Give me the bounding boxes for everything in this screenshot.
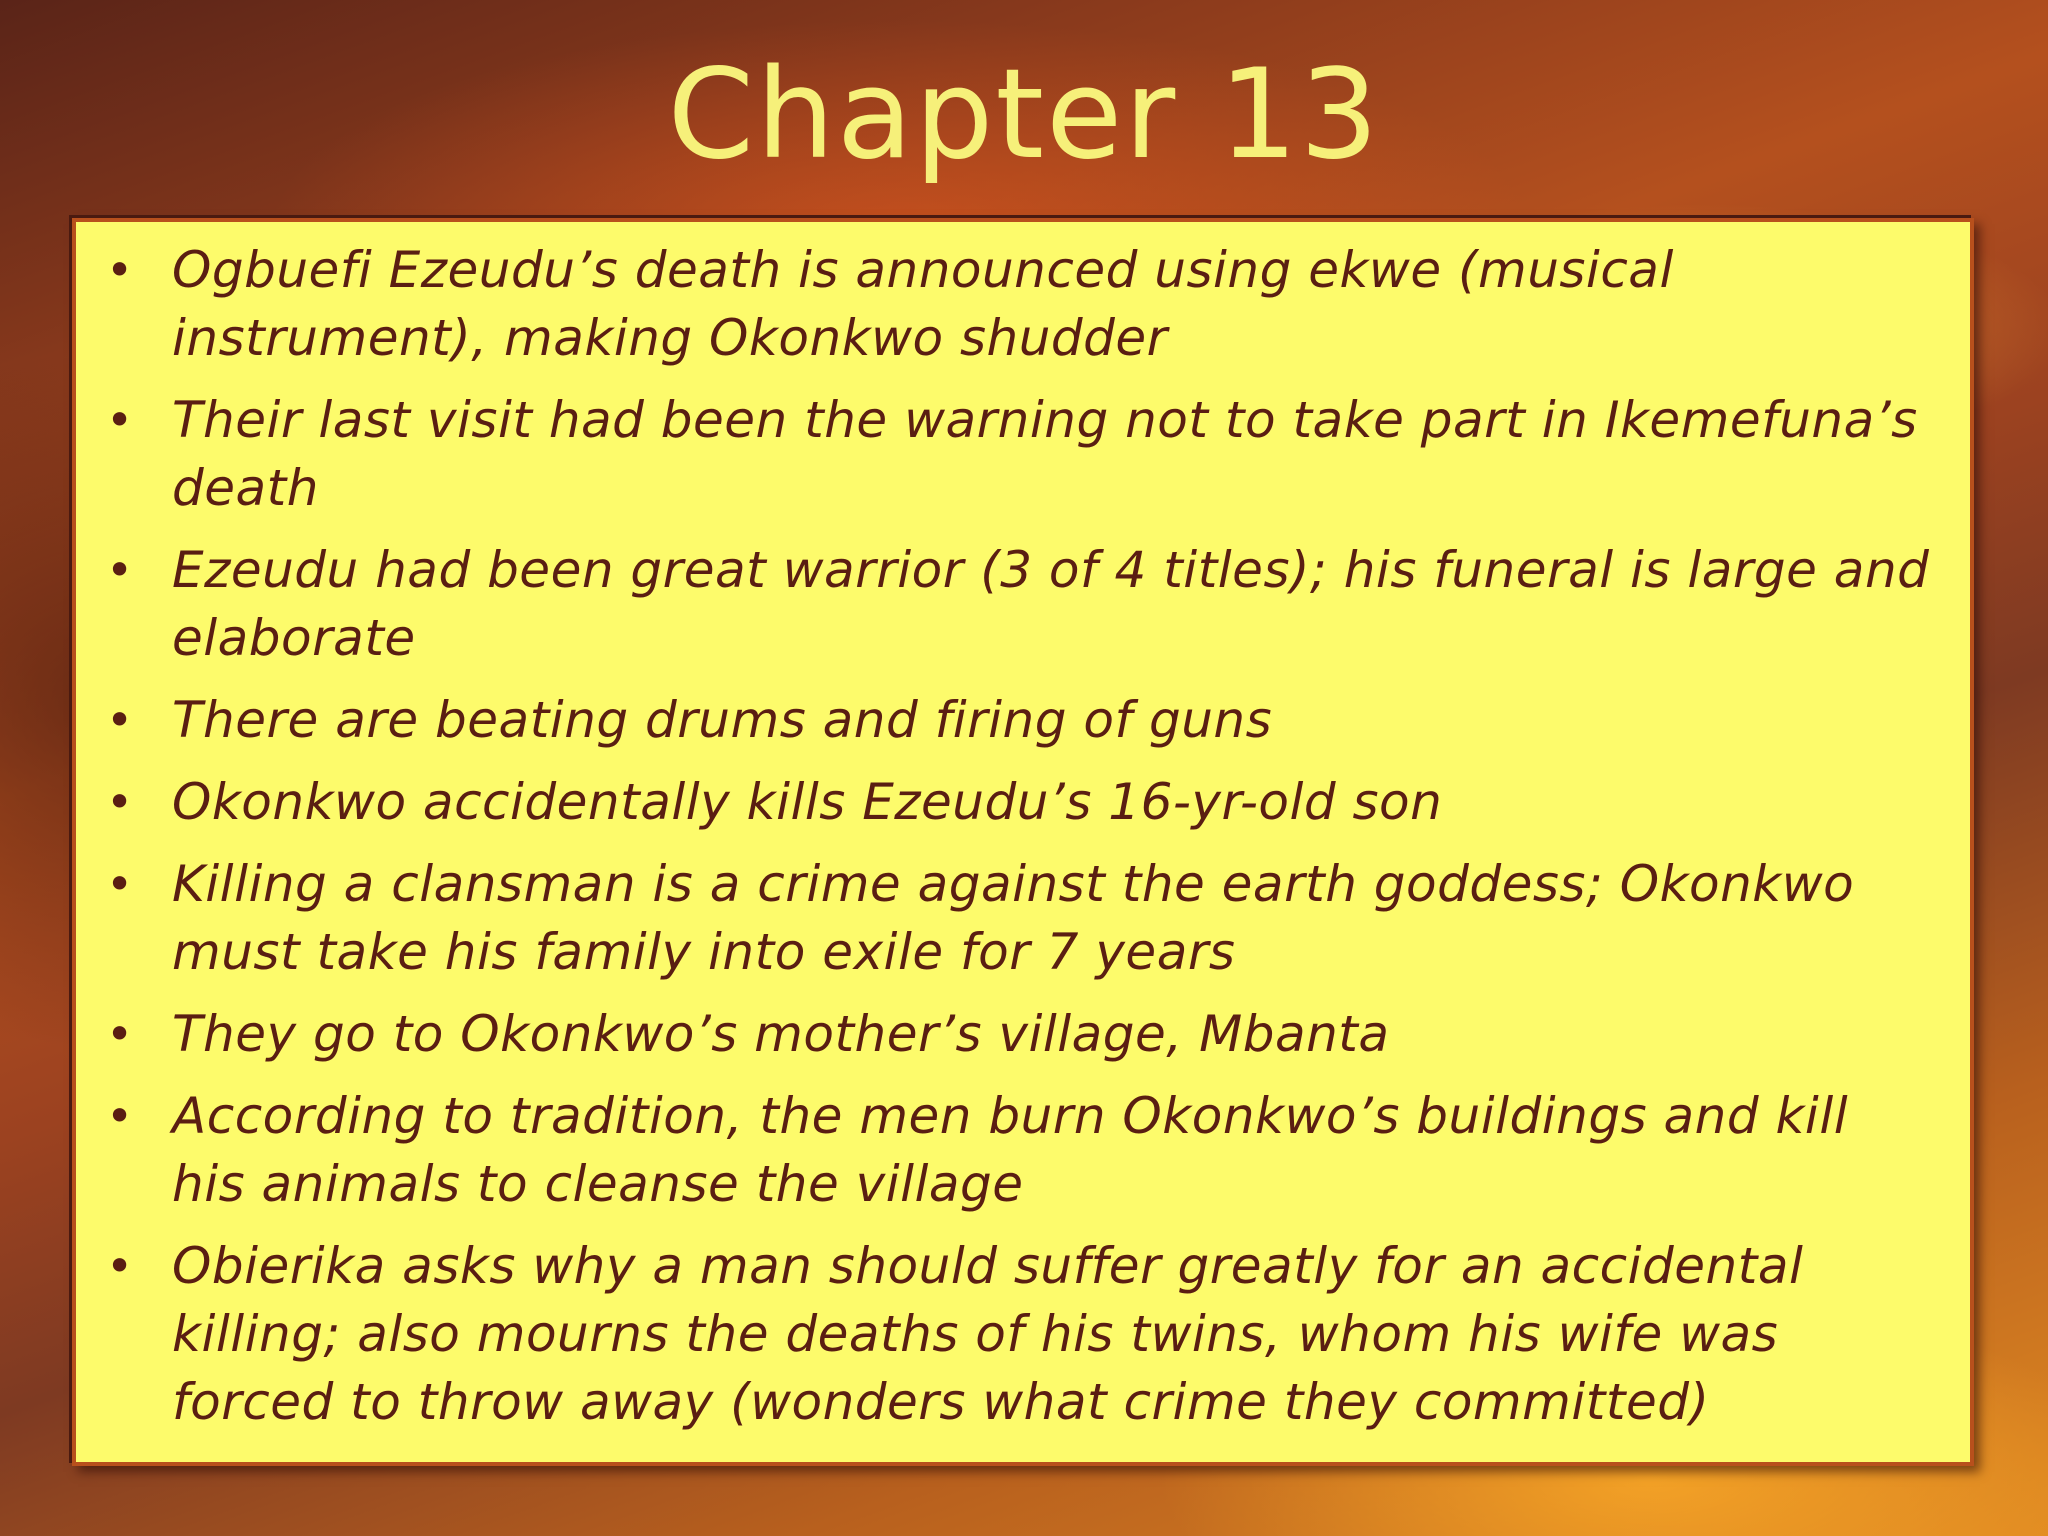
bullet-text: Okonkwo accidentally kills Ezeudu’s 16-yr-old son	[172, 773, 1443, 831]
bullet-dot-icon: •	[106, 1007, 134, 1061]
content-box	[72, 218, 1974, 1466]
bullet-dot-icon: •	[106, 543, 134, 597]
bullet-text: According to tradition, the men burn Okonkwo’s buildings and kill his animals to cleanse the village	[172, 1087, 1849, 1213]
bullet-item	[76, 536, 1930, 672]
bullet-item	[76, 850, 1930, 986]
bullet-item	[76, 386, 1930, 522]
bullet-text: Their last visit had been the warning not to take part in Ikemefuna’s death	[172, 391, 1918, 517]
bullet-dot-icon: •	[106, 1089, 134, 1143]
slide-title: Chapter 13	[667, 43, 1381, 187]
bullet-item	[76, 236, 1930, 372]
bullet-dot-icon: •	[106, 243, 134, 297]
bullet-text: Obierika asks why a man should suffer greatly for an accidental killing; also mourns the deaths of his twins, whom his wife was forced to throw away (wonders what crime they committed)	[172, 1237, 1804, 1431]
bullet-list	[76, 222, 1970, 1436]
bullet-dot-icon: •	[106, 393, 134, 447]
bullet-item	[76, 1082, 1930, 1218]
bullet-item	[76, 686, 1930, 754]
bullet-dot-icon: •	[106, 775, 134, 829]
bullet-item	[76, 1000, 1930, 1068]
bullet-dot-icon: •	[106, 857, 134, 911]
bullet-dot-icon: •	[106, 1239, 134, 1293]
bullet-dot-icon: •	[106, 693, 134, 747]
bullet-text: Ezeudu had been great warrior (3 of 4 titles); his funeral is large and elaborate	[172, 541, 1930, 667]
bullet-item	[76, 1232, 1930, 1436]
bullet-text: Ogbuefi Ezeudu’s death is announced using ekwe (musical instrument), making Okonkwo shudder	[172, 241, 1674, 367]
bullet-text: Killing a clansman is a crime against the earth goddess; Okonkwo must take his family into exile for 7 years	[172, 855, 1855, 981]
bullet-text: There are beating drums and firing of guns	[172, 691, 1273, 749]
bullet-item	[76, 768, 1930, 836]
bullet-text: They go to Okonkwo’s mother’s village, Mbanta	[172, 1005, 1390, 1063]
